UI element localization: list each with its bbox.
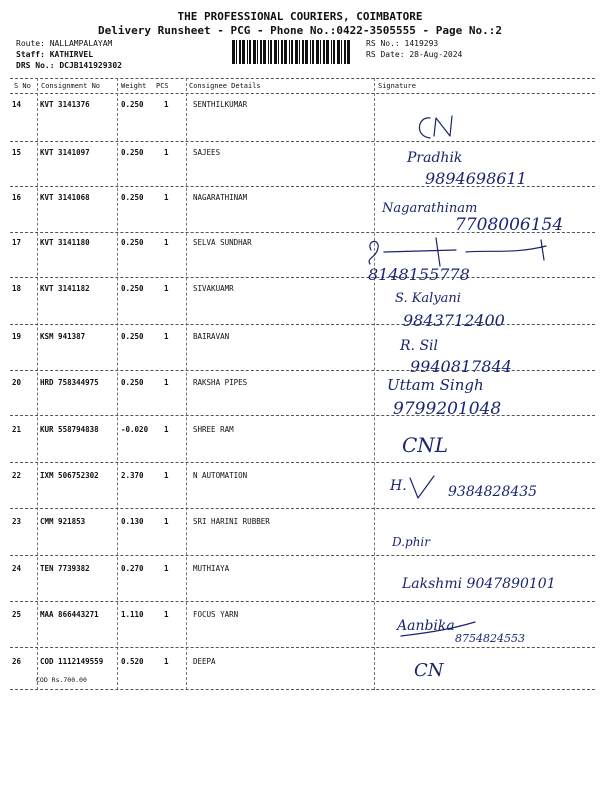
barcode-bar (263, 40, 266, 64)
col-header-sno: S No (14, 82, 31, 90)
barcode-bar (344, 40, 346, 64)
row-consignee: DEEPA (193, 657, 216, 666)
svg-text:8754824553: 8754824553 (455, 632, 525, 645)
row-separator (10, 508, 595, 509)
row-weight: 0.250 (121, 193, 144, 202)
row-weight: 0.270 (121, 564, 144, 573)
row-consignment: TEN 7739382 (40, 564, 90, 573)
barcode-bar (289, 40, 290, 64)
row-weight: 0.250 (121, 100, 144, 109)
barcode-bar (320, 40, 321, 64)
row-sno: 14 (12, 100, 22, 109)
row-weight: 2.370 (121, 471, 144, 480)
row-consignee: SELVA SUNDHAR (193, 238, 252, 247)
col-header-consignment: Consignment No (41, 82, 101, 90)
row-consignee: SIVAKUAMR (193, 284, 234, 293)
svg-text:S. Kalyani: S. Kalyani (395, 291, 461, 306)
header-bottom-rule (10, 93, 595, 94)
barcode-bar (247, 40, 248, 64)
signature-15 (405, 142, 595, 190)
signature-17 (366, 230, 591, 285)
signature-23 (390, 522, 460, 556)
barcode-bar (270, 40, 272, 64)
signature-14 (400, 106, 480, 146)
barcode-bar (281, 40, 283, 64)
svg-text:8148155778: 8148155778 (368, 265, 470, 284)
barcode-bar (337, 40, 340, 64)
header-top-rule (10, 78, 595, 79)
row-consignment: KVT 3141182 (40, 284, 90, 293)
svg-text:CN: CN (414, 660, 444, 681)
barcode-bar (323, 40, 325, 64)
barcode-bar (305, 40, 308, 64)
barcode-bar (242, 40, 245, 64)
runsheet-title: Delivery Runsheet - PCG - Phone No.:0422-3505555 - Page No.:2 (98, 24, 502, 37)
route-label: Route: NALLAMPALAYAM (16, 39, 113, 48)
row-consignment: KSM 941387 (40, 332, 86, 341)
company-title: THE PROFESSIONAL COURIERS, COIMBATORE (177, 10, 423, 23)
barcode-bar (236, 40, 237, 64)
row-consignment: MAA 866443271 (40, 610, 99, 619)
row-separator (10, 601, 595, 602)
row-sno: 21 (12, 425, 22, 434)
barcode-bar (249, 40, 251, 64)
row-pcs: 1 (164, 284, 169, 293)
row-consignment: IXM 506752302 (40, 471, 99, 480)
row-pcs: 1 (164, 332, 169, 341)
signature-21 (400, 426, 500, 460)
svg-text:9384828435: 9384828435 (448, 484, 538, 500)
svg-text:Pradhik: Pradhik (407, 150, 463, 166)
row-sno: 23 (12, 517, 22, 526)
row-consignment: KUR 558794838 (40, 425, 99, 434)
staff-label: Staff: KATHIRVEL (16, 50, 94, 59)
barcode-bar (253, 40, 256, 64)
row-consignee: SENTHILKUMAR (193, 100, 248, 109)
barcode-bar (302, 40, 304, 64)
svg-text:Lakshmi 9047890101: Lakshmi 9047890101 (402, 576, 556, 592)
meta-left (16, 38, 122, 71)
barcode-bar (299, 40, 300, 64)
cod-note: COD Rs.700.00 (36, 676, 87, 684)
row-consignee: RAKSHA PIPES (193, 378, 248, 387)
barcode-bar (239, 40, 241, 64)
row-sno: 15 (12, 148, 22, 157)
rs-no-label: RS No.: 1419293 (366, 39, 439, 48)
barcode-bar (268, 40, 269, 64)
barcode-bar (316, 40, 319, 64)
meta-right (366, 38, 462, 60)
row-sno: 24 (12, 564, 22, 573)
signature-26 (412, 654, 462, 684)
barcode-bar (274, 40, 277, 64)
barcode-bar (331, 40, 332, 64)
row-weight: 0.250 (121, 238, 144, 247)
row-consignee: SRI HARINI RUBBER (193, 517, 270, 526)
row-pcs: 1 (164, 657, 169, 666)
table-row (0, 657, 600, 669)
row-sno: 19 (12, 332, 22, 341)
row-consignee: SHREE RAM (193, 425, 234, 434)
signature-24 (400, 564, 600, 598)
barcode-bar (326, 40, 329, 64)
row-pcs: 1 (164, 238, 169, 247)
svg-text:R. Sil: R. Sil (400, 338, 438, 354)
row-weight: 0.250 (121, 284, 144, 293)
barcode-image (232, 40, 352, 64)
row-pcs: 1 (164, 471, 169, 480)
barcode-bar (291, 40, 293, 64)
row-pcs: 1 (164, 148, 169, 157)
row-consignment: KVT 3141376 (40, 100, 90, 109)
barcode-bar (278, 40, 279, 64)
signature-18 (393, 284, 583, 332)
row-pcs: 1 (164, 564, 169, 573)
row-consignee: FOCUS YARN (193, 610, 239, 619)
svg-text:H.: H. (390, 478, 407, 494)
svg-text:9894698611: 9894698611 (425, 169, 527, 188)
row-sno: 16 (12, 193, 22, 202)
svg-text:Aanbika: Aanbika (397, 618, 455, 634)
barcode-bar (347, 40, 350, 64)
row-pcs: 1 (164, 100, 169, 109)
col-header-weight: Weight (121, 82, 147, 90)
row-consignee: SAJEES (193, 148, 221, 157)
row-weight: 0.130 (121, 517, 144, 526)
svg-text:7708006154: 7708006154 (455, 215, 564, 235)
row-pcs: 1 (164, 517, 169, 526)
table-row (0, 100, 600, 112)
row-separator (10, 555, 595, 556)
svg-text:Nagarathinam: Nagarathinam (382, 201, 478, 216)
col-header-pcs: PCS (156, 82, 169, 90)
row-weight: 0.520 (121, 657, 144, 666)
row-consignee: BAIRAVAN (193, 332, 230, 341)
row-weight: 0.250 (121, 378, 144, 387)
row-pcs: 1 (164, 193, 169, 202)
svg-text:9843712400: 9843712400 (403, 311, 505, 330)
row-consignment: HRD 758344975 (40, 378, 99, 387)
barcode-bar (310, 40, 311, 64)
svg-text:9940817844: 9940817844 (410, 357, 512, 376)
row-consignee: MUTHIAYA (193, 564, 230, 573)
row-separator (10, 462, 595, 463)
svg-text:9799201048: 9799201048 (393, 399, 502, 419)
barcode-bar (257, 40, 258, 64)
table-row (0, 425, 600, 437)
row-consignment: KVT 3141068 (40, 193, 90, 202)
row-consignment: COD 1112149559 (40, 657, 104, 666)
row-consignment: CMM 921853 (40, 517, 86, 526)
barcode-bar (260, 40, 262, 64)
signature-22 (388, 468, 588, 508)
row-sno: 20 (12, 378, 22, 387)
barcode-bar (341, 40, 342, 64)
col-header-signature: Signature (378, 82, 416, 90)
rs-date-label: RS Date: 28-Aug-2024 (366, 50, 463, 59)
barcode-bar (312, 40, 314, 64)
row-sno: 26 (12, 657, 22, 666)
svg-text:D.phir: D.phir (392, 535, 430, 549)
barcode-bar (232, 40, 235, 64)
signature-25 (395, 610, 590, 650)
svg-text:CNL: CNL (402, 433, 449, 457)
row-pcs: 1 (164, 425, 169, 434)
row-weight: 0.250 (121, 148, 144, 157)
row-pcs: 1 (164, 610, 169, 619)
row-pcs: 1 (164, 378, 169, 387)
col-header-consignee: Consignee Details (189, 82, 261, 90)
row-sno: 18 (12, 284, 22, 293)
row-weight: 1.110 (121, 610, 144, 619)
barcode-bar (333, 40, 335, 64)
row-sno: 17 (12, 238, 22, 247)
drs-label: DRS No.: DCJB141929302 (16, 61, 122, 70)
row-separator (10, 689, 595, 690)
row-consignment: KVT 3141180 (40, 238, 90, 247)
row-consignee: NAGARATHINAM (193, 193, 248, 202)
row-weight: 0.250 (121, 332, 144, 341)
signature-20 (385, 370, 585, 420)
barcode-bar (284, 40, 287, 64)
row-weight: -0.020 (121, 425, 149, 434)
svg-text:Uttam Singh: Uttam Singh (387, 376, 484, 394)
row-sno: 25 (12, 610, 22, 619)
row-sno: 22 (12, 471, 22, 480)
row-consignment: KVT 3141097 (40, 148, 90, 157)
table-row (0, 517, 600, 529)
barcode-bar (295, 40, 298, 64)
row-consignee: N AUTOMATION (193, 471, 248, 480)
